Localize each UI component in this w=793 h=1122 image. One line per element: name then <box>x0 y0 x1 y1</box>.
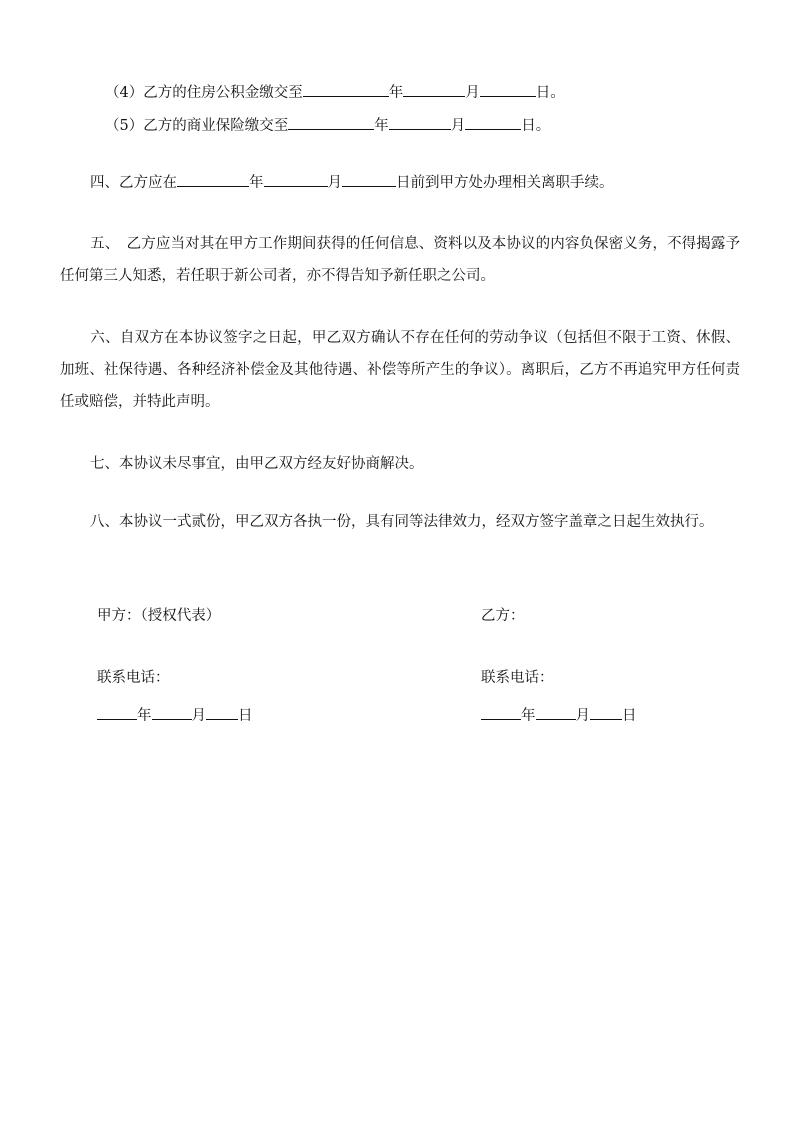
clause-4-suffix: 日前到甲方处办理相关离职手续。 <box>396 175 614 191</box>
clause-7-matters <box>60 448 740 480</box>
item-5-text: （5）乙方的商业保险缴交至 <box>105 118 289 134</box>
day-blank[interactable] <box>465 115 521 130</box>
day-label: 日 <box>622 708 637 724</box>
clause-8-text: 八、本协议一式贰份，甲乙双方各执一份，具有同等法律效力，经双方签字盖章之日起生效执行。 <box>90 514 714 530</box>
clause-7-text: 七、本协议未尽事宜，由甲乙双方经友好协商解决。 <box>90 456 424 472</box>
party-b-label: 乙方： <box>481 608 525 624</box>
year-blank[interactable] <box>177 172 249 187</box>
year-label: 年 <box>137 708 152 724</box>
clause-4-resignation-date <box>90 172 614 193</box>
month-blank[interactable] <box>264 172 328 187</box>
month-label: 月 <box>575 708 590 724</box>
day-label: 日。 <box>535 85 565 101</box>
party-a-date <box>97 705 253 726</box>
year-blank[interactable] <box>481 705 521 720</box>
party-b-date <box>481 705 637 726</box>
month-blank[interactable] <box>403 82 465 97</box>
item-4-housing-fund <box>105 82 565 103</box>
month-label: 月 <box>327 175 342 191</box>
clause-6-no-dispute <box>60 322 740 418</box>
day-label: 日。 <box>521 118 551 134</box>
item-5-commercial-insurance <box>105 115 550 136</box>
party-b-phone-label: 联系电话： <box>481 670 554 686</box>
year-blank[interactable] <box>303 82 389 97</box>
day-label: 日 <box>238 708 253 724</box>
year-label: 年 <box>521 708 536 724</box>
item-4-text: （4）乙方的住房公积金缴交至 <box>105 85 303 101</box>
day-blank[interactable] <box>590 705 622 720</box>
year-blank[interactable] <box>97 705 137 720</box>
clause-6-text: 六、自双方在本协议签字之日起，甲乙双方确认不存在任何的劳动争议（包括但不限于工资、休假、加班、社保待遇、各种经济补偿金及其他待遇、补偿等所产生的争议）。离职后，乙方不再追究甲方任何责任或赔偿，并特此声明。 <box>60 330 740 410</box>
month-blank[interactable] <box>389 115 451 130</box>
clause-5-text: 五、 乙方应当对其在甲方工作期间获得的任何信息、资料以及本协议的内容负保密义务，不得揭露予任何第三人知悉，若任职于新公司者，亦不得告知予新任职之公司。 <box>60 236 740 284</box>
month-label: 月 <box>450 118 466 134</box>
year-label: 年 <box>249 175 264 191</box>
month-label: 月 <box>465 85 480 101</box>
clause-5-confidentiality <box>60 228 740 292</box>
month-blank[interactable] <box>536 705 576 720</box>
year-blank[interactable] <box>288 115 374 130</box>
day-blank[interactable] <box>342 172 396 187</box>
month-label: 月 <box>191 708 206 724</box>
party-a-label: 甲方：（授权代表） <box>97 608 221 624</box>
day-blank[interactable] <box>206 705 238 720</box>
clause-8-copies <box>60 506 740 538</box>
day-blank[interactable] <box>480 82 536 97</box>
clause-4-text: 四、乙方应在 <box>90 175 177 191</box>
month-blank[interactable] <box>152 705 192 720</box>
party-a-phone-label: 联系电话： <box>97 670 170 686</box>
year-label: 年 <box>374 118 389 134</box>
year-label: 年 <box>388 85 404 101</box>
